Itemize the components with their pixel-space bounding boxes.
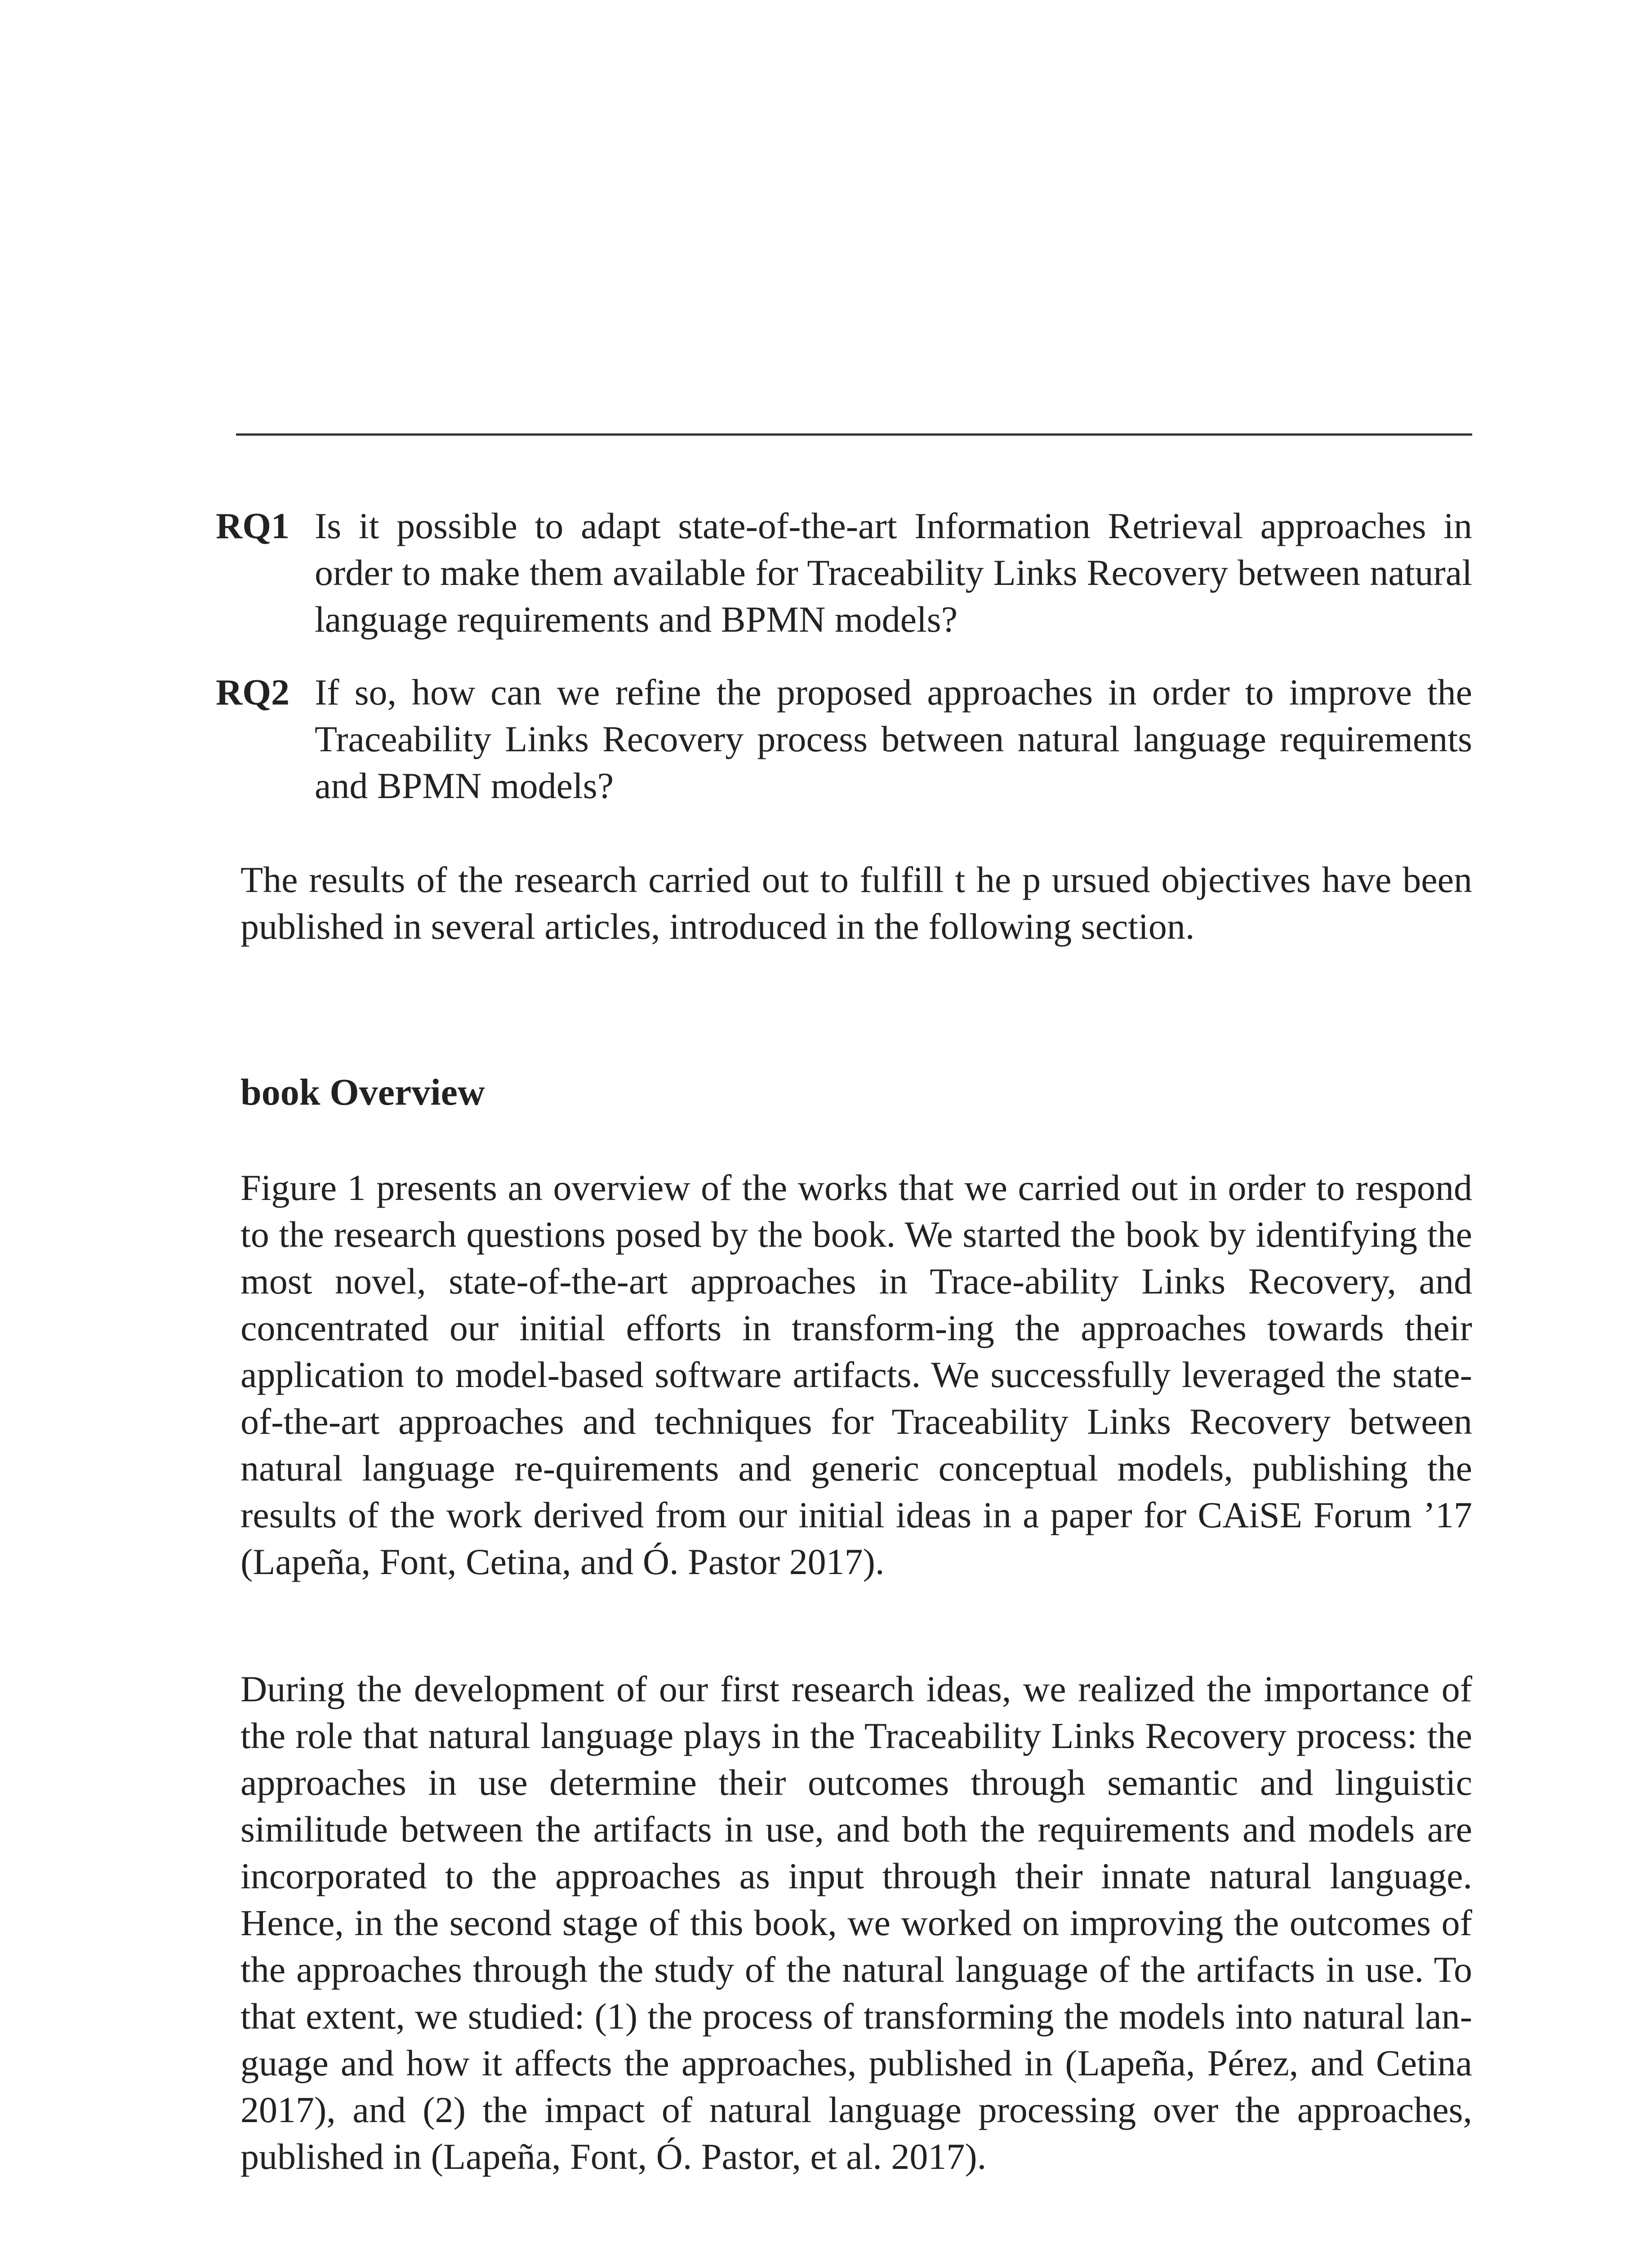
research-question-1 xyxy=(216,503,1472,643)
rq-text: Is it possible to adapt state-of-the-art Information Retrieval approaches in order to make them available for Traceability Links Recovery between natural language requirements and BPMN models? xyxy=(315,505,1472,640)
research-question-2 xyxy=(216,669,1472,809)
header-rule xyxy=(236,433,1472,436)
section-title: book Overview xyxy=(240,1071,485,1113)
rq-text: If so, how can we refine the proposed approaches in order to improve the Traceability Links Recovery process between natural language requirements and BPMN models? xyxy=(315,672,1472,806)
research-question-list xyxy=(216,503,1472,835)
development-paragraph: During the development of our first research ideas, we realized the importance of the role that natural language plays in the Traceability Links Recovery process: the approaches in use determine their outcomes through semantic and linguistic similitude between the artifacts in use, and both the requirements and models are incorporated to the approaches as input through their innate natural language. Hence, in the second stage of this book, we worked on improving the outcomes of the approaches through the study of the natural language of the artifacts in use. To that extent, we studied: (1) the process of transforming the models into natural lan-guage and how it affects the approaches, published in (Lapeña, Pérez, and Cetina 2017), and (2) the impact of natural language processing over the approaches, published in (Lapeña, Font, Ó. Pastor, et al. 2017). xyxy=(240,1668,1472,2177)
rq-label: RQ1 xyxy=(216,505,289,546)
overview-paragraph: Figure 1 presents an overview of the works that we carried out in order to respond to the research questions posed by the book. We started the book by identifying the most novel, state-of-the-art approaches in Trace-ability Links Recovery, and concentrated our initial efforts in transform-ing the approaches towards their application to model-based software artifacts. We successfully leveraged the state-of-the-art approaches and techniques for Traceability Links Recovery between natural language re-quirements and generic conceptual models, publishing the results of the work derived from our initial ideas in a paper for CAiSE Forum ’17 (Lapeña, Font, Cetina, and Ó. Pastor 2017). xyxy=(240,1167,1472,1582)
rq-label: RQ2 xyxy=(216,672,289,713)
results-paragraph: The results of the research carried out to fulfill t he p ursued objectives have been published in several articles, introduced in the following section. xyxy=(240,859,1472,947)
